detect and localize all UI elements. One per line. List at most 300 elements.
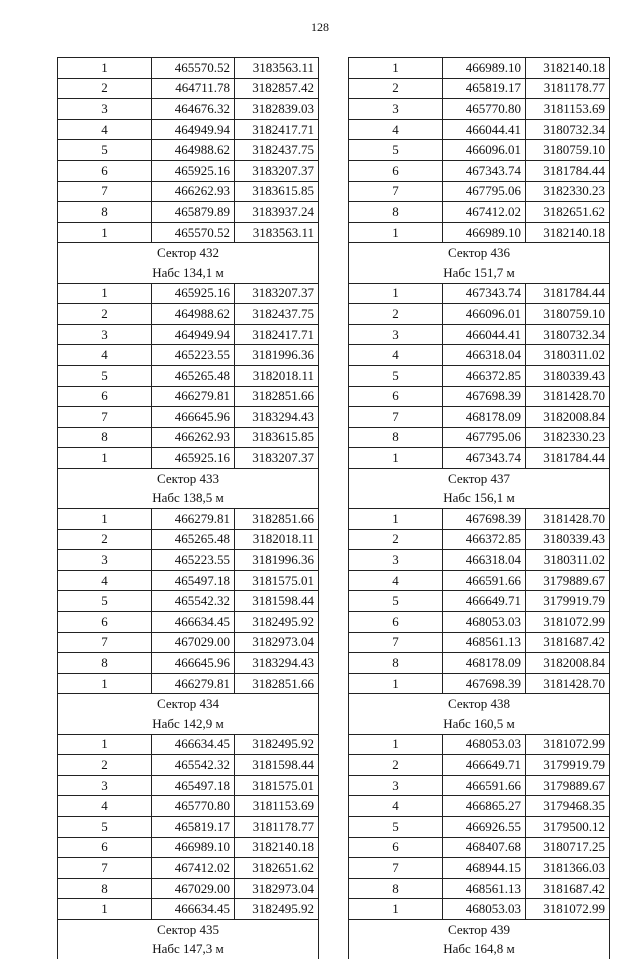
point-number: 1 bbox=[58, 509, 152, 530]
point-number: 8 bbox=[58, 878, 152, 899]
y-coordinate: 3181178.77 bbox=[526, 78, 610, 99]
sector-height: Набс 156,1 м bbox=[349, 488, 610, 508]
y-coordinate: 3182851.66 bbox=[235, 509, 319, 530]
sector-title: Сектор 435 bbox=[58, 919, 319, 939]
x-coordinate: 466989.10 bbox=[443, 222, 526, 243]
table-row bbox=[349, 591, 610, 612]
x-coordinate: 466262.93 bbox=[152, 181, 235, 202]
y-coordinate: 3182651.62 bbox=[526, 202, 610, 223]
table-row bbox=[58, 283, 319, 304]
x-coordinate: 468407.68 bbox=[443, 837, 526, 858]
table-row bbox=[349, 878, 610, 899]
point-number: 1 bbox=[349, 222, 443, 243]
point-number: 6 bbox=[58, 837, 152, 858]
point-number: 2 bbox=[58, 755, 152, 776]
table-row bbox=[349, 345, 610, 366]
x-coordinate: 465925.16 bbox=[152, 448, 235, 469]
x-coordinate: 468561.13 bbox=[443, 878, 526, 899]
x-coordinate: 466318.04 bbox=[443, 550, 526, 571]
y-coordinate: 3182495.92 bbox=[235, 612, 319, 633]
y-coordinate: 3181153.69 bbox=[235, 796, 319, 817]
x-coordinate: 467412.02 bbox=[443, 202, 526, 223]
table-row bbox=[58, 653, 319, 674]
point-number: 1 bbox=[349, 509, 443, 530]
y-coordinate: 3182651.62 bbox=[235, 858, 319, 879]
table-row bbox=[349, 407, 610, 428]
point-number: 3 bbox=[58, 99, 152, 120]
table-row bbox=[58, 837, 319, 858]
table-row bbox=[58, 612, 319, 633]
point-number: 6 bbox=[58, 612, 152, 633]
sector-height-row bbox=[349, 263, 610, 283]
point-number: 6 bbox=[349, 386, 443, 407]
table-row bbox=[349, 181, 610, 202]
y-coordinate: 3183615.85 bbox=[235, 427, 319, 448]
sector-title-row bbox=[58, 919, 319, 939]
coordinate-table bbox=[57, 57, 319, 959]
y-coordinate: 3182018.11 bbox=[235, 365, 319, 386]
y-coordinate: 3183294.43 bbox=[235, 407, 319, 428]
x-coordinate: 465925.16 bbox=[152, 283, 235, 304]
y-coordinate: 3180717.25 bbox=[526, 837, 610, 858]
y-coordinate: 3183563.11 bbox=[235, 58, 319, 79]
table-row bbox=[58, 78, 319, 99]
x-coordinate: 464988.62 bbox=[152, 140, 235, 161]
y-coordinate: 3180311.02 bbox=[526, 345, 610, 366]
x-coordinate: 467029.00 bbox=[152, 632, 235, 653]
x-coordinate: 466096.01 bbox=[443, 304, 526, 325]
sector-title-row bbox=[58, 694, 319, 714]
y-coordinate: 3182437.75 bbox=[235, 140, 319, 161]
sector-height-row bbox=[58, 263, 319, 283]
point-number: 5 bbox=[58, 365, 152, 386]
y-coordinate: 3179919.79 bbox=[526, 755, 610, 776]
point-number: 5 bbox=[349, 140, 443, 161]
table-row bbox=[58, 140, 319, 161]
table-row bbox=[58, 181, 319, 202]
table-row bbox=[349, 653, 610, 674]
point-number: 1 bbox=[349, 673, 443, 694]
x-coordinate: 468178.09 bbox=[443, 407, 526, 428]
point-number: 4 bbox=[58, 570, 152, 591]
table-row bbox=[58, 304, 319, 325]
y-coordinate: 3181784.44 bbox=[526, 160, 610, 181]
y-coordinate: 3183937.24 bbox=[235, 202, 319, 223]
x-coordinate: 468561.13 bbox=[443, 632, 526, 653]
y-coordinate: 3183615.85 bbox=[235, 181, 319, 202]
point-number: 4 bbox=[58, 796, 152, 817]
sector-title: Сектор 436 bbox=[349, 243, 610, 263]
y-coordinate: 3181598.44 bbox=[235, 755, 319, 776]
table-row bbox=[58, 324, 319, 345]
point-number: 2 bbox=[349, 529, 443, 550]
y-coordinate: 3179889.67 bbox=[526, 570, 610, 591]
sector-title: Сектор 437 bbox=[349, 468, 610, 488]
table-row bbox=[349, 99, 610, 120]
y-coordinate: 3180759.10 bbox=[526, 140, 610, 161]
table-row bbox=[58, 529, 319, 550]
x-coordinate: 468053.03 bbox=[443, 612, 526, 633]
x-coordinate: 467029.00 bbox=[152, 878, 235, 899]
y-coordinate: 3181428.70 bbox=[526, 509, 610, 530]
point-number: 3 bbox=[58, 550, 152, 571]
table-row bbox=[349, 160, 610, 181]
point-number: 8 bbox=[58, 202, 152, 223]
y-coordinate: 3183207.37 bbox=[235, 160, 319, 181]
y-coordinate: 3182495.92 bbox=[235, 734, 319, 755]
x-coordinate: 464988.62 bbox=[152, 304, 235, 325]
sector-height: Набс 160,5 м bbox=[349, 714, 610, 734]
coordinate-table bbox=[348, 57, 610, 959]
x-coordinate: 466262.93 bbox=[152, 427, 235, 448]
point-number: 5 bbox=[58, 591, 152, 612]
y-coordinate: 3181153.69 bbox=[526, 99, 610, 120]
x-coordinate: 467412.02 bbox=[152, 858, 235, 879]
x-coordinate: 464676.32 bbox=[152, 99, 235, 120]
y-coordinate: 3182437.75 bbox=[235, 304, 319, 325]
sector-height-row bbox=[58, 940, 319, 959]
y-coordinate: 3182973.04 bbox=[235, 632, 319, 653]
table-row bbox=[349, 837, 610, 858]
sector-height: Набс 147,3 м bbox=[58, 940, 319, 959]
sector-title: Сектор 433 bbox=[58, 468, 319, 488]
sector-title-row bbox=[349, 919, 610, 939]
table-row bbox=[349, 775, 610, 796]
table-row bbox=[349, 570, 610, 591]
point-number: 8 bbox=[349, 427, 443, 448]
table-row bbox=[349, 529, 610, 550]
x-coordinate: 465223.55 bbox=[152, 550, 235, 571]
x-coordinate: 466279.81 bbox=[152, 509, 235, 530]
table-row bbox=[349, 755, 610, 776]
y-coordinate: 3180732.34 bbox=[526, 119, 610, 140]
point-number: 5 bbox=[349, 816, 443, 837]
x-coordinate: 465265.48 bbox=[152, 529, 235, 550]
table-row bbox=[349, 550, 610, 571]
table-row bbox=[58, 345, 319, 366]
y-coordinate: 3182417.71 bbox=[235, 119, 319, 140]
x-coordinate: 465770.80 bbox=[443, 99, 526, 120]
point-number: 7 bbox=[58, 407, 152, 428]
sector-title-row bbox=[349, 694, 610, 714]
x-coordinate: 466649.71 bbox=[443, 591, 526, 612]
point-number: 6 bbox=[58, 160, 152, 181]
x-coordinate: 467343.74 bbox=[443, 448, 526, 469]
table-row bbox=[349, 78, 610, 99]
x-coordinate: 465819.17 bbox=[152, 816, 235, 837]
table-row bbox=[349, 899, 610, 920]
table-row bbox=[58, 816, 319, 837]
sector-title: Сектор 438 bbox=[349, 694, 610, 714]
table-row bbox=[349, 283, 610, 304]
y-coordinate: 3182330.23 bbox=[526, 181, 610, 202]
x-coordinate: 466591.66 bbox=[443, 570, 526, 591]
x-coordinate: 468944.15 bbox=[443, 858, 526, 879]
table-row bbox=[58, 570, 319, 591]
sector-title: Сектор 439 bbox=[349, 919, 610, 939]
x-coordinate: 466096.01 bbox=[443, 140, 526, 161]
point-number: 5 bbox=[349, 365, 443, 386]
table-row bbox=[58, 386, 319, 407]
y-coordinate: 3181366.03 bbox=[526, 858, 610, 879]
table-row bbox=[58, 222, 319, 243]
x-coordinate: 468053.03 bbox=[443, 734, 526, 755]
table-row bbox=[349, 365, 610, 386]
x-coordinate: 467343.74 bbox=[443, 160, 526, 181]
y-coordinate: 3181687.42 bbox=[526, 878, 610, 899]
y-coordinate: 3182330.23 bbox=[526, 427, 610, 448]
y-coordinate: 3180732.34 bbox=[526, 324, 610, 345]
point-number: 3 bbox=[349, 99, 443, 120]
y-coordinate: 3182417.71 bbox=[235, 324, 319, 345]
x-coordinate: 466645.96 bbox=[152, 653, 235, 674]
table-row bbox=[58, 858, 319, 879]
point-number: 1 bbox=[58, 448, 152, 469]
x-coordinate: 465570.52 bbox=[152, 58, 235, 79]
table-row bbox=[58, 58, 319, 79]
y-coordinate: 3181687.42 bbox=[526, 632, 610, 653]
point-number: 1 bbox=[58, 283, 152, 304]
x-coordinate: 465819.17 bbox=[443, 78, 526, 99]
table-row bbox=[349, 448, 610, 469]
y-coordinate: 3181996.36 bbox=[235, 345, 319, 366]
point-number: 2 bbox=[349, 78, 443, 99]
table-row bbox=[349, 119, 610, 140]
point-number: 3 bbox=[349, 550, 443, 571]
point-number: 4 bbox=[349, 119, 443, 140]
point-number: 5 bbox=[58, 816, 152, 837]
y-coordinate: 3180311.02 bbox=[526, 550, 610, 571]
sector-title: Сектор 434 bbox=[58, 694, 319, 714]
x-coordinate: 465879.89 bbox=[152, 202, 235, 223]
x-coordinate: 465223.55 bbox=[152, 345, 235, 366]
point-number: 2 bbox=[58, 529, 152, 550]
table-row bbox=[349, 796, 610, 817]
y-coordinate: 3179919.79 bbox=[526, 591, 610, 612]
y-coordinate: 3182973.04 bbox=[235, 878, 319, 899]
point-number: 7 bbox=[349, 858, 443, 879]
x-coordinate: 467698.39 bbox=[443, 509, 526, 530]
table-row bbox=[58, 365, 319, 386]
point-number: 6 bbox=[349, 837, 443, 858]
x-coordinate: 467795.06 bbox=[443, 181, 526, 202]
y-coordinate: 3182008.84 bbox=[526, 407, 610, 428]
point-number: 4 bbox=[349, 345, 443, 366]
x-coordinate: 465497.18 bbox=[152, 775, 235, 796]
point-number: 1 bbox=[349, 283, 443, 304]
table-row bbox=[349, 202, 610, 223]
point-number: 1 bbox=[349, 899, 443, 920]
point-number: 3 bbox=[58, 324, 152, 345]
sector-height: Набс 151,7 м bbox=[349, 263, 610, 283]
coordinates-table-left bbox=[57, 57, 319, 959]
x-coordinate: 466279.81 bbox=[152, 673, 235, 694]
y-coordinate: 3182018.11 bbox=[235, 529, 319, 550]
x-coordinate: 467343.74 bbox=[443, 283, 526, 304]
point-number: 2 bbox=[349, 304, 443, 325]
y-coordinate: 3181072.99 bbox=[526, 612, 610, 633]
y-coordinate: 3181996.36 bbox=[235, 550, 319, 571]
x-coordinate: 468178.09 bbox=[443, 653, 526, 674]
x-coordinate: 466989.10 bbox=[152, 837, 235, 858]
y-coordinate: 3179889.67 bbox=[526, 775, 610, 796]
x-coordinate: 465925.16 bbox=[152, 160, 235, 181]
x-coordinate: 464711.78 bbox=[152, 78, 235, 99]
table-row bbox=[58, 796, 319, 817]
point-number: 4 bbox=[58, 345, 152, 366]
sector-height: Набс 134,1 м bbox=[58, 263, 319, 283]
table-row bbox=[349, 509, 610, 530]
point-number: 6 bbox=[349, 160, 443, 181]
page-number: 128 bbox=[311, 20, 329, 34]
table-row bbox=[349, 673, 610, 694]
y-coordinate: 3181575.01 bbox=[235, 775, 319, 796]
x-coordinate: 466044.41 bbox=[443, 324, 526, 345]
sector-title-row bbox=[58, 243, 319, 263]
point-number: 1 bbox=[58, 673, 152, 694]
y-coordinate: 3182140.18 bbox=[526, 58, 610, 79]
point-number: 7 bbox=[58, 858, 152, 879]
table-row bbox=[58, 878, 319, 899]
x-coordinate: 467795.06 bbox=[443, 427, 526, 448]
sector-height-row bbox=[349, 714, 610, 734]
sector-height: Набс 142,9 м bbox=[58, 714, 319, 734]
table-row bbox=[58, 427, 319, 448]
table-row bbox=[349, 858, 610, 879]
table-row bbox=[58, 550, 319, 571]
x-coordinate: 466044.41 bbox=[443, 119, 526, 140]
point-number: 7 bbox=[58, 632, 152, 653]
x-coordinate: 466591.66 bbox=[443, 775, 526, 796]
point-number: 3 bbox=[349, 324, 443, 345]
table-row bbox=[58, 160, 319, 181]
x-coordinate: 466372.85 bbox=[443, 529, 526, 550]
x-coordinate: 465497.18 bbox=[152, 570, 235, 591]
point-number: 8 bbox=[58, 653, 152, 674]
y-coordinate: 3182140.18 bbox=[235, 837, 319, 858]
y-coordinate: 3179468.35 bbox=[526, 796, 610, 817]
sector-height: Набс 138,5 м bbox=[58, 488, 319, 508]
x-coordinate: 465265.48 bbox=[152, 365, 235, 386]
y-coordinate: 3181428.70 bbox=[526, 673, 610, 694]
point-number: 4 bbox=[58, 119, 152, 140]
x-coordinate: 464949.94 bbox=[152, 119, 235, 140]
y-coordinate: 3183294.43 bbox=[235, 653, 319, 674]
table-row bbox=[58, 734, 319, 755]
y-coordinate: 3181575.01 bbox=[235, 570, 319, 591]
point-number: 8 bbox=[349, 202, 443, 223]
x-coordinate: 466645.96 bbox=[152, 407, 235, 428]
point-number: 1 bbox=[349, 58, 443, 79]
x-coordinate: 466926.55 bbox=[443, 816, 526, 837]
x-coordinate: 465542.32 bbox=[152, 591, 235, 612]
y-coordinate: 3181072.99 bbox=[526, 734, 610, 755]
x-coordinate: 468053.03 bbox=[443, 899, 526, 920]
table-row bbox=[349, 734, 610, 755]
table-row bbox=[58, 775, 319, 796]
sector-title: Сектор 432 bbox=[58, 243, 319, 263]
y-coordinate: 3182851.66 bbox=[235, 673, 319, 694]
y-coordinate: 3182008.84 bbox=[526, 653, 610, 674]
x-coordinate: 466634.45 bbox=[152, 734, 235, 755]
y-coordinate: 3179500.12 bbox=[526, 816, 610, 837]
y-coordinate: 3181428.70 bbox=[526, 386, 610, 407]
table-row bbox=[58, 899, 319, 920]
point-number: 2 bbox=[349, 755, 443, 776]
point-number: 6 bbox=[349, 612, 443, 633]
point-number: 7 bbox=[349, 407, 443, 428]
point-number: 8 bbox=[349, 653, 443, 674]
y-coordinate: 3182495.92 bbox=[235, 899, 319, 920]
table-row bbox=[58, 202, 319, 223]
point-number: 3 bbox=[58, 775, 152, 796]
point-number: 5 bbox=[349, 591, 443, 612]
point-number: 1 bbox=[58, 734, 152, 755]
point-number: 8 bbox=[349, 878, 443, 899]
point-number: 5 bbox=[58, 140, 152, 161]
table-row bbox=[349, 386, 610, 407]
table-row bbox=[349, 427, 610, 448]
table-row bbox=[58, 407, 319, 428]
y-coordinate: 3180339.43 bbox=[526, 529, 610, 550]
y-coordinate: 3181784.44 bbox=[526, 283, 610, 304]
x-coordinate: 466865.27 bbox=[443, 796, 526, 817]
y-coordinate: 3182839.03 bbox=[235, 99, 319, 120]
coordinates-table-right bbox=[348, 57, 610, 959]
point-number: 4 bbox=[349, 796, 443, 817]
table-row bbox=[349, 58, 610, 79]
x-coordinate: 466989.10 bbox=[443, 58, 526, 79]
y-coordinate: 3183563.11 bbox=[235, 222, 319, 243]
table-row bbox=[349, 140, 610, 161]
table-row bbox=[349, 324, 610, 345]
y-coordinate: 3181072.99 bbox=[526, 899, 610, 920]
table-row bbox=[58, 99, 319, 120]
y-coordinate: 3180339.43 bbox=[526, 365, 610, 386]
table-row bbox=[349, 632, 610, 653]
sector-height-row bbox=[349, 940, 610, 959]
y-coordinate: 3180759.10 bbox=[526, 304, 610, 325]
point-number: 7 bbox=[349, 181, 443, 202]
table-row bbox=[58, 119, 319, 140]
table-row bbox=[349, 816, 610, 837]
sector-title-row bbox=[349, 468, 610, 488]
point-number: 7 bbox=[58, 181, 152, 202]
y-coordinate: 3182140.18 bbox=[526, 222, 610, 243]
point-number: 2 bbox=[58, 304, 152, 325]
table-row bbox=[58, 509, 319, 530]
point-number: 1 bbox=[58, 222, 152, 243]
table-row bbox=[349, 222, 610, 243]
point-number: 1 bbox=[349, 448, 443, 469]
x-coordinate: 465570.52 bbox=[152, 222, 235, 243]
point-number: 2 bbox=[58, 78, 152, 99]
y-coordinate: 3182857.42 bbox=[235, 78, 319, 99]
table-row bbox=[58, 755, 319, 776]
point-number: 4 bbox=[349, 570, 443, 591]
sector-height-row bbox=[349, 488, 610, 508]
x-coordinate: 466279.81 bbox=[152, 386, 235, 407]
y-coordinate: 3181178.77 bbox=[235, 816, 319, 837]
sector-title-row bbox=[58, 468, 319, 488]
table-row bbox=[58, 673, 319, 694]
point-number: 3 bbox=[349, 775, 443, 796]
x-coordinate: 465770.80 bbox=[152, 796, 235, 817]
point-number: 6 bbox=[58, 386, 152, 407]
point-number: 1 bbox=[58, 58, 152, 79]
sector-height-row bbox=[58, 488, 319, 508]
table-row bbox=[58, 591, 319, 612]
